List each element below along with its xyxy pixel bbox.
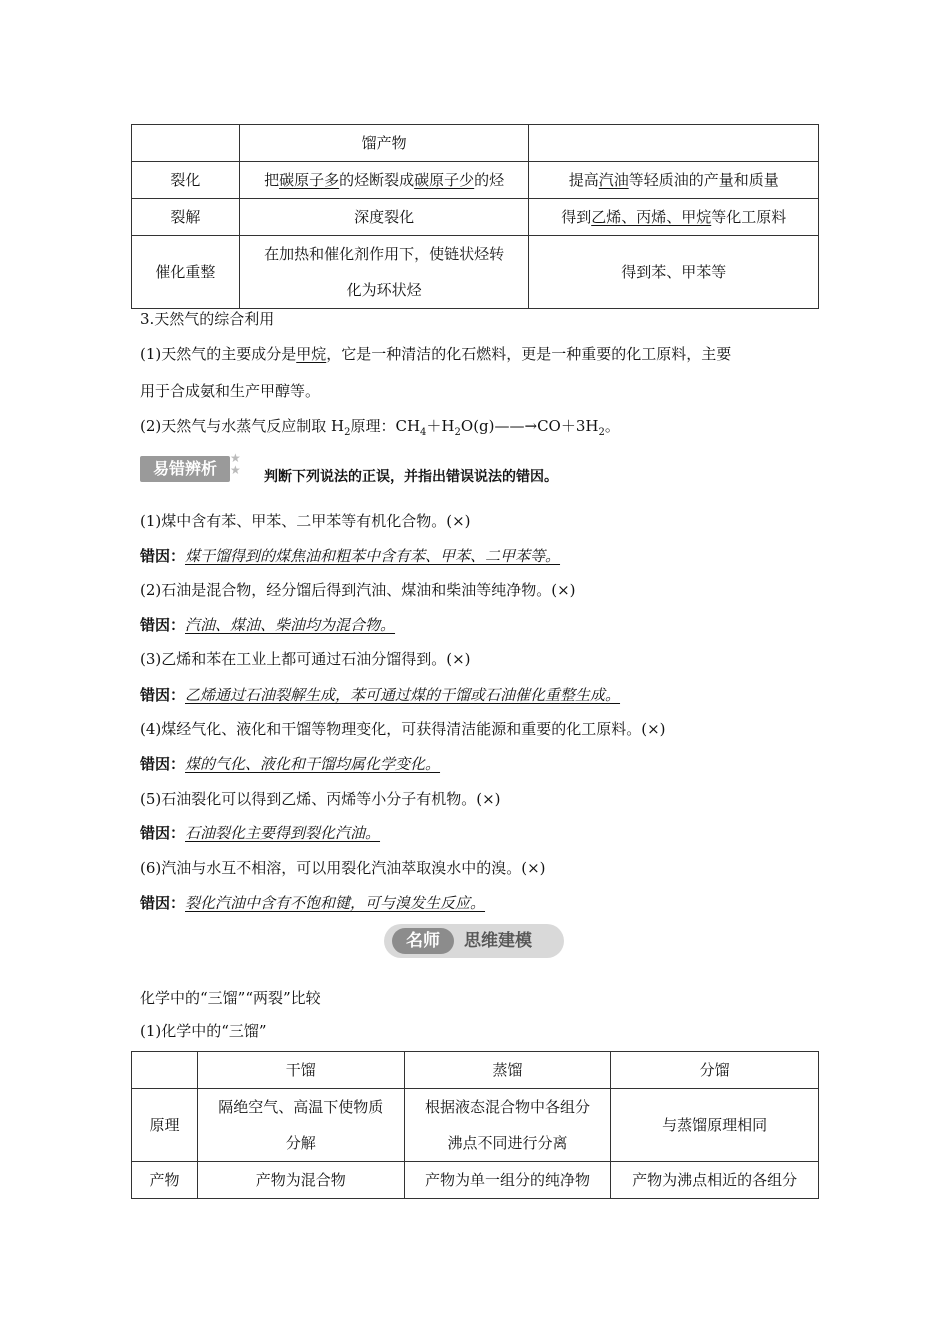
table-row bbox=[132, 162, 819, 199]
cause-1: 错因：煤干馏得到的煤焦油和粗苯中含有苯、甲苯、二甲苯等。 bbox=[140, 547, 561, 565]
question-4: (4)煤经气化、液化和干馏等物理变化，可获得清洁能源和重要的化工原料。(×) bbox=[140, 720, 666, 738]
distillation-table bbox=[131, 1051, 819, 1199]
table-cell: 原理 bbox=[132, 1089, 198, 1162]
subsection-title: (1)化学中的“三馏” bbox=[140, 1022, 267, 1040]
cause-3: 错因：乙烯通过石油裂解生成，苯可通过煤的干馏或石油催化重整生成。 bbox=[140, 686, 621, 704]
paragraph: 用于合成氨和生产甲醇等。 bbox=[140, 382, 321, 400]
table-header: 分馏 bbox=[611, 1052, 819, 1089]
cracking-table bbox=[131, 124, 819, 309]
table-row bbox=[132, 199, 819, 236]
model-badge-title: 思维建模 bbox=[464, 931, 532, 951]
table-cell: 与蒸馏原理相同 bbox=[611, 1089, 819, 1162]
table-row bbox=[132, 1089, 819, 1162]
paragraph: (1)天然气的主要成分是甲烷，它是一种清洁的化石燃料，更是一种重要的化工原料，主要 bbox=[140, 345, 732, 363]
table-cell: 在加热和催化剂作用下，使链状烃转 化为环状烃 bbox=[239, 236, 529, 309]
table-cell: 根据液态混合物中各组分 沸点不同进行分离 bbox=[404, 1089, 611, 1162]
table-row bbox=[132, 125, 819, 162]
table-cell: 催化重整 bbox=[132, 236, 240, 309]
table-cell bbox=[529, 125, 819, 162]
question-1: (1)煤中含有苯、甲苯、二甲苯等有机化合物。(×) bbox=[140, 512, 471, 530]
cause-6: 错因：裂化汽油中含有不饱和键，可与溴发生反应。 bbox=[140, 894, 486, 912]
table-cell: 提高汽油等轻质油的产量和质量 bbox=[529, 162, 819, 199]
question-2: (2)石油是混合物，经分馏后得到汽油、煤油和柴油等纯净物。(×) bbox=[140, 581, 576, 599]
table-header: 干馏 bbox=[197, 1052, 404, 1089]
paragraph: (2)天然气与水蒸气反应制取 $H_2$原理：$CH_4+H_2O(g)——\to CO+3H_2$。 bbox=[140, 417, 620, 438]
cause-5: 错因：石油裂化主要得到裂化汽油。 bbox=[140, 824, 381, 842]
table-cell: 把碳原子多的烃断裂成碳原子少的烃 bbox=[239, 162, 529, 199]
table-cell: 馏产物 bbox=[239, 125, 529, 162]
question-5: (5)石油裂化可以得到乙烯、丙烯等小分子有机物。(×) bbox=[140, 790, 501, 808]
question-6: (6)汽油与水互不相溶，可以用裂化汽油萃取溴水中的溴。(×) bbox=[140, 859, 546, 877]
table-header-row bbox=[132, 1052, 819, 1089]
table-cell: 深度裂化 bbox=[239, 199, 529, 236]
table-cell: 裂解 bbox=[132, 199, 240, 236]
table-cell: 产物为沸点相近的各组分 bbox=[611, 1162, 819, 1199]
cause-4: 错因：煤的气化、液化和干馏均属化学变化。 bbox=[140, 755, 441, 773]
table-cell: 隔绝空气、高温下使物质 分解 bbox=[197, 1089, 404, 1162]
instruction: 判断下列说法的正误，并指出错误说法的错因。 bbox=[264, 469, 558, 485]
table-cell: 产物为混合物 bbox=[197, 1162, 404, 1199]
model-badge-label: 名师 bbox=[392, 928, 454, 954]
table-cell: 裂化 bbox=[132, 162, 240, 199]
table-cell: 得到苯、甲苯等 bbox=[529, 236, 819, 309]
table-cell: 得到乙烯、丙烯、甲烷等化工原料 bbox=[529, 199, 819, 236]
table-header bbox=[132, 1052, 198, 1089]
star-icon: ★ ★ bbox=[230, 451, 241, 477]
table-cell: 产物为单一组分的纯净物 bbox=[404, 1162, 611, 1199]
cause-2: 错因：汽油、煤油、柴油均为混合物。 bbox=[140, 616, 396, 634]
table-cell: 产物 bbox=[132, 1162, 198, 1199]
section-title: 化学中的“三馏”“两裂”比较 bbox=[140, 989, 321, 1007]
table-cell bbox=[132, 125, 240, 162]
section-title: 3.天然气的综合利用 bbox=[140, 310, 275, 328]
table-row bbox=[132, 1162, 819, 1199]
question-3: (3)乙烯和苯在工业上都可通过石油分馏得到。(×) bbox=[140, 650, 471, 668]
error-analysis-badge: 易错辨析 bbox=[140, 456, 230, 482]
table-row bbox=[132, 236, 819, 309]
table-header: 蒸馏 bbox=[404, 1052, 611, 1089]
